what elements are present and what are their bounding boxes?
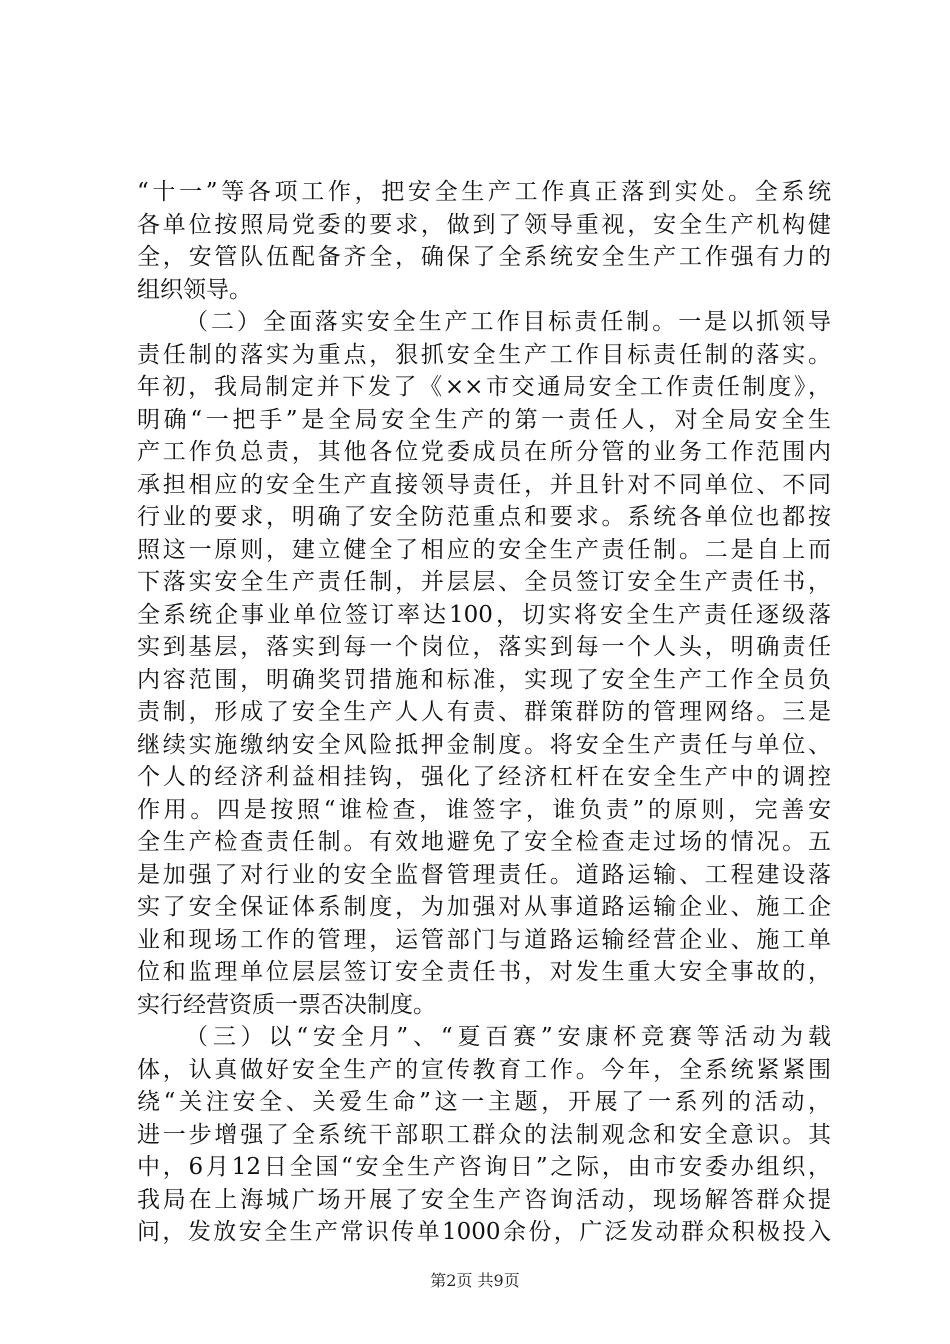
text-line: 年初，我局制定并下发了《××市交通局安全工作责任制度》，	[137, 374, 831, 400]
text-line: （二）全面落实安全生产工作目标责任制。一是以抓领导	[185, 309, 831, 335]
text-line: 位和监理单位层层签订安全责任书，对发生重大安全事故的，	[137, 959, 831, 985]
text-line: 绕“关注安全、关爱生命”这一主题，开展了一系列的活动，	[137, 1089, 831, 1115]
text-line: 中，6月12日全国“安全生产咨询日”之际，由市安委办组织，	[137, 1154, 831, 1180]
text-line: 组织领导。	[137, 276, 252, 303]
page-number-footer: 第2页 共9页	[430, 1271, 520, 1290]
text-line: 产工作负总责，其他各位党委成员在所分管的业务工作范围内	[137, 439, 831, 465]
text-line: 实到基层，落实到每一个岗位，落实到每一个人头，明确责任	[137, 634, 831, 660]
body-text	[137, 176, 831, 1249]
text-line: 个人的经济利益相挂钩，强化了经济杠杆在安全生产中的调控	[137, 764, 831, 790]
text-line: 实行经营资质一票否决制度。	[137, 991, 436, 1018]
text-line: 业和现场工作的管理，运管部门与道路运输经营企业、施工单	[137, 926, 831, 953]
text-line: 进一步增强了全系统干部职工群众的法制观念和安全意识。其	[137, 1121, 831, 1148]
text-line: 下落实安全生产责任制，并层层、全员签订安全生产责任书，	[137, 569, 831, 595]
text-line: 内容范围，明确奖罚措施和标准，实现了安全生产工作全员负	[137, 666, 831, 693]
text-line: 我局在上海城广场开展了安全生产咨询活动，现场解答群众提	[137, 1186, 831, 1213]
text-line: 实了安全保证体系制度，为加强对从事道路运输企业、施工企	[137, 894, 831, 920]
text-line: 承担相应的安全生产直接领导责任，并且针对不同单位、不同	[137, 471, 831, 498]
text-line: 责制，形成了安全生产人人有责、群策群防的管理网络。三是	[137, 699, 831, 725]
text-line: 明确“一把手”是全局安全生产的第一责任人，对全局安全生	[137, 406, 831, 433]
text-line: 全，安管队伍配备齐全，确保了全系统安全生产工作强有力的	[137, 244, 831, 270]
text-line: 各单位按照局党委的要求，做到了领导重视，安全生产机构健	[137, 211, 831, 238]
text-line: “十一”等各项工作，把安全生产工作真正落到实处。全系统	[137, 179, 831, 205]
text-line: 责任制的落实为重点，狠抓安全生产工作目标责任制的落实。	[137, 341, 831, 368]
text-line: 行业的要求，明确了安全防范重点和要求。系统各单位也都按	[137, 504, 831, 530]
text-line: 全生产检查责任制。有效地避免了安全检查走过场的情况。五	[137, 829, 831, 855]
text-line: （三）以“安全月”、“夏百赛”安康杯竞赛等活动为载	[185, 1024, 831, 1050]
text-line: 全系统企事业单位签订率达100，切实将安全生产责任逐级落	[137, 601, 831, 628]
text-line: 照这一原则，建立健全了相应的安全生产责任制。二是自上而	[137, 536, 831, 563]
text-line: 问，发放安全生产常识传单1000余份，广泛发动群众积极投入	[137, 1219, 831, 1245]
text-line: 作用。四是按照“谁检查，谁签字，谁负责”的原则，完善安	[137, 796, 831, 823]
text-line: 体，认真做好安全生产的宣传教育工作。今年，全系统紧紧围	[137, 1056, 831, 1083]
text-line: 是加强了对行业的安全监督管理责任。道路运输、工程建设落	[137, 861, 831, 888]
text-line: 继续实施缴纳安全风险抵押金制度。将安全生产责任与单位、	[137, 731, 831, 758]
